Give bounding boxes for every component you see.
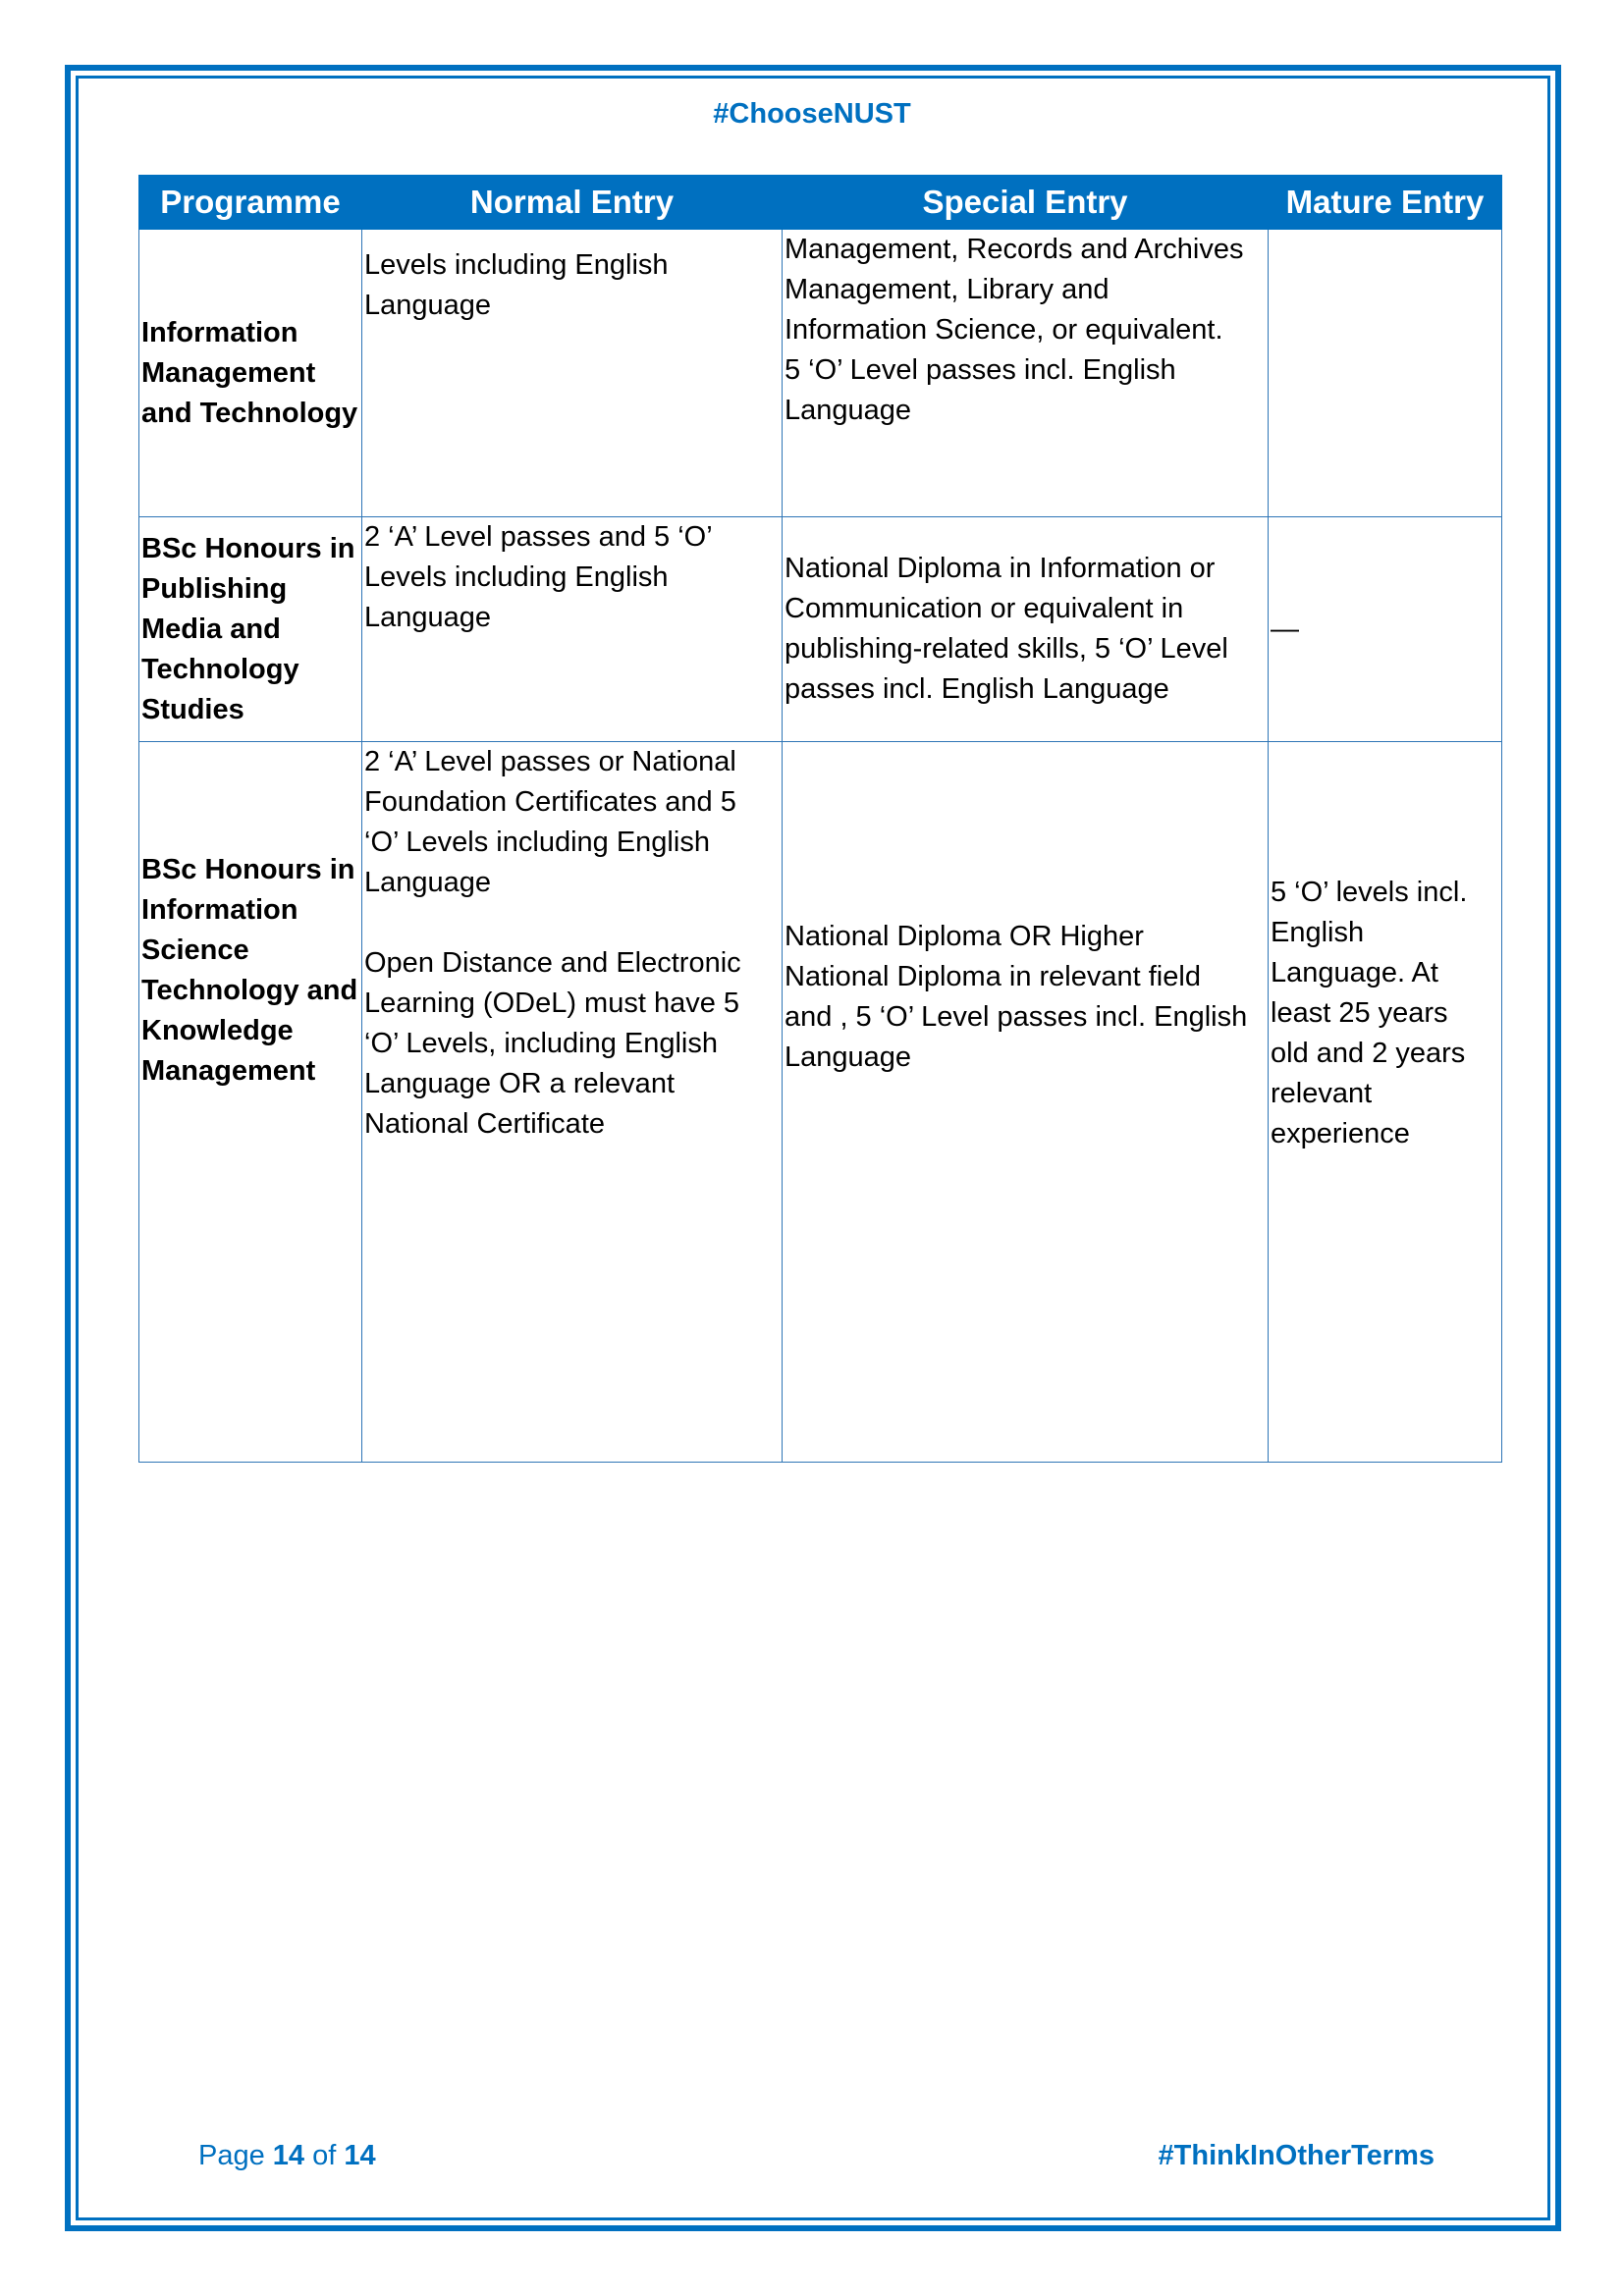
mature-entry-cell: — bbox=[1269, 517, 1502, 742]
page-current: 14 bbox=[272, 2140, 305, 2171]
programme-cell: BSc Honours in Publishing Media and Technology Studies bbox=[139, 517, 362, 742]
footer-hashtag: #ThinkInOtherTerms bbox=[1158, 2140, 1435, 2171]
normal-entry-cell: 2 ‘A’ Level passes and 5 ‘O’ Levels including English Language bbox=[362, 517, 783, 742]
table-header-row bbox=[139, 176, 1502, 230]
table-row bbox=[139, 230, 1502, 517]
mature-entry-cell bbox=[1269, 230, 1502, 517]
page-total: 14 bbox=[344, 2140, 376, 2171]
page-number bbox=[198, 2140, 376, 2172]
header-hashtag: #ChooseNUST bbox=[713, 98, 911, 130]
mature-entry-cell: 5 ‘O’ levels incl. English Language. At least 25 years old and 2 years relevant experience bbox=[1269, 742, 1502, 1463]
table-row bbox=[139, 742, 1502, 1463]
special-entry-cell: National Diploma OR Higher National Diploma in relevant field and , 5 ‘O’ Level passes incl. English Language bbox=[783, 742, 1269, 1463]
page-of: of bbox=[312, 2140, 337, 2171]
column-header-special-entry: Special Entry bbox=[783, 176, 1269, 230]
column-header-normal-entry: Normal Entry bbox=[362, 176, 783, 230]
page-prefix: Page bbox=[198, 2140, 265, 2171]
normal-entry-cell: 2 ‘A’ Level passes or National Foundation Certificates and 5 ‘O’ Levels including English Language Open Distance and Electronic Learning (ODeL) must have 5 ‘O’ Levels, including English Language OR a relevant National Certificate bbox=[362, 742, 783, 1463]
special-entry-cell: National Diploma in Information or Communication or equivalent in publishing-related skills, 5 ‘O’ Level passes incl. English Language bbox=[783, 517, 1269, 742]
entry-requirements-table bbox=[138, 175, 1502, 1463]
normal-entry-cell: Levels including English Language bbox=[362, 230, 783, 517]
column-header-mature-entry: Mature Entry bbox=[1269, 176, 1502, 230]
column-header-programme: Programme bbox=[139, 176, 362, 230]
special-entry-cell: Management, Records and Archives Management, Library and Information Science, or equivalent. 5 ‘O’ Level passes incl. English Language bbox=[783, 230, 1269, 517]
programme-cell: BSc Honours in Information Science Technology and Knowledge Management bbox=[139, 742, 362, 1463]
table-row bbox=[139, 517, 1502, 742]
programme-cell: Information Management and Technology bbox=[139, 230, 362, 517]
